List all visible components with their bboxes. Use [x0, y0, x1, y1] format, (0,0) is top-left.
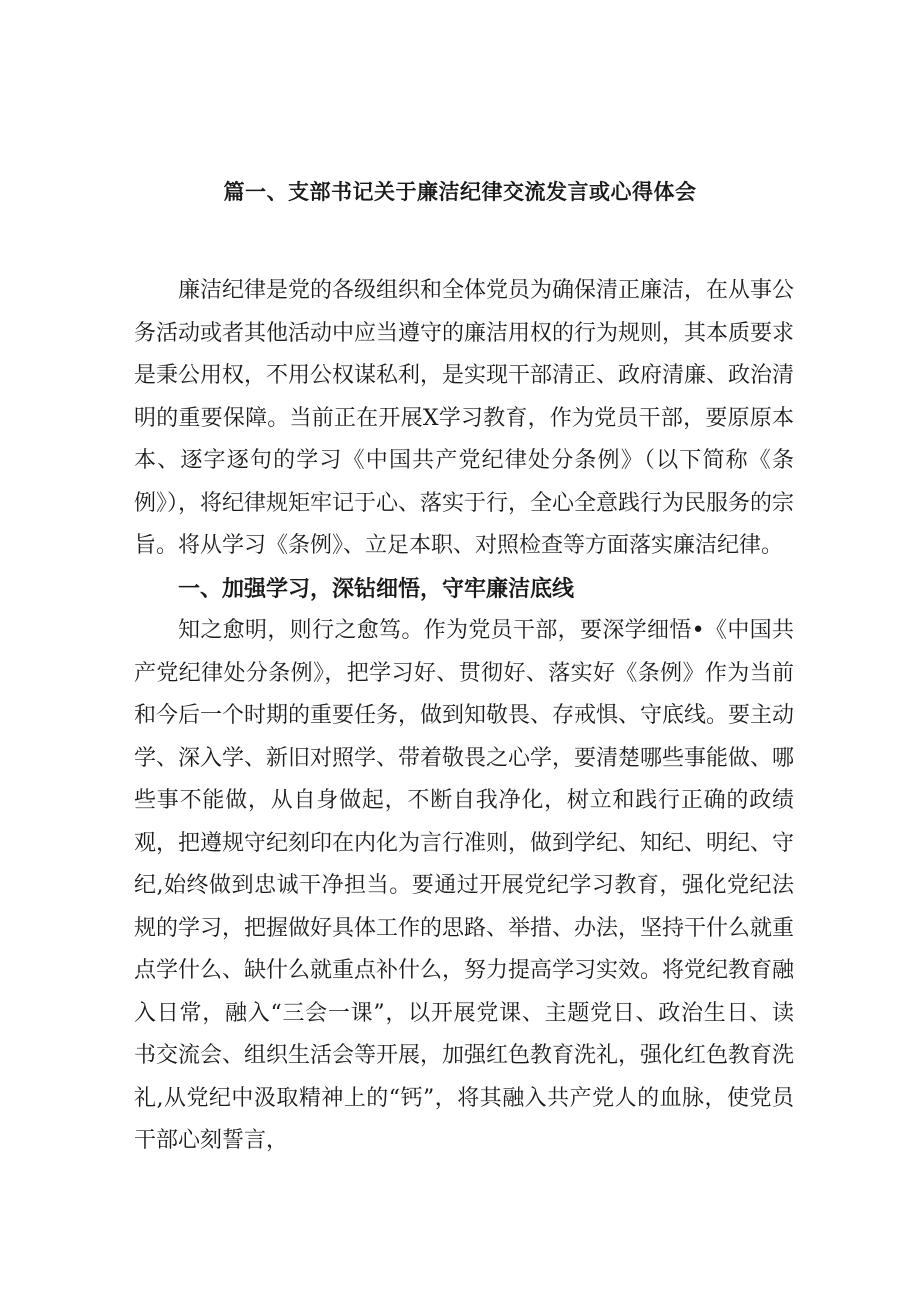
document-title: 篇一、支部书记关于廉洁纪律交流发言或心得体会: [223, 179, 697, 204]
section-paragraph-1: 知之愈明，则行之愈笃。作为党员干部，要深学细悟•《中国共产党纪律处分条例》，把学习好、贯彻好、落实好《条例》作为当前和今后一个时期的重要任务，做到知敬畏、存戒惧、守底线。要主动学、深入学、新旧对照学、带着敬畏之心学，要清楚哪些事能做、哪些事不能做，从自身做起，不断自我净化，树立和践行正确的政绩观，把遵规守纪刻印在内化为言行准则，做到学纪、知纪、明纪、守纪,始终做到忠诚干净担当。要通过开展党纪学习教育，强化党纪法规的学习，把握做好具体工作的思路、举措、办法，坚持干什么就重点学什么、缺什么就重点补什么，努力提高学习实效。将党纪教育融入日常，融入“三会一课”，以开展党课、主题党日、政治生日、读书交流会、组织生活会等开展，加强红色教育洗礼，强化红色教育洗礼,从党纪中汲取精神上的“钙”，将其融入共产党人的血脉，使党员干部心刻誓言，: [134, 618, 795, 1153]
intro-paragraph: 廉洁纪律是党的各级组织和全体党员为确保清正廉洁，在从事公务活动或者其他活动中应当遵守的廉洁用权的行为规则，其本质要求是秉公用权，不用公权谋私利，是实现干部清正、政府清廉、政治清明的重要保障。当前正在开展X学习教育，作为党员干部，要原原本本、逐字逐句的学习《中国共产党纪律处分条例》（以下简称《条例》），将纪律规矩牢记于心、落实于行，全心全意践行为民服务的宗旨。将从学习《条例》、立足本职、对照检查等方面落实廉洁纪律。: [134, 278, 795, 558]
document-body: [134, 270, 794, 1163]
section-heading-1: 一、加强学习，深钻细悟，守牢廉洁底线: [178, 575, 575, 602]
